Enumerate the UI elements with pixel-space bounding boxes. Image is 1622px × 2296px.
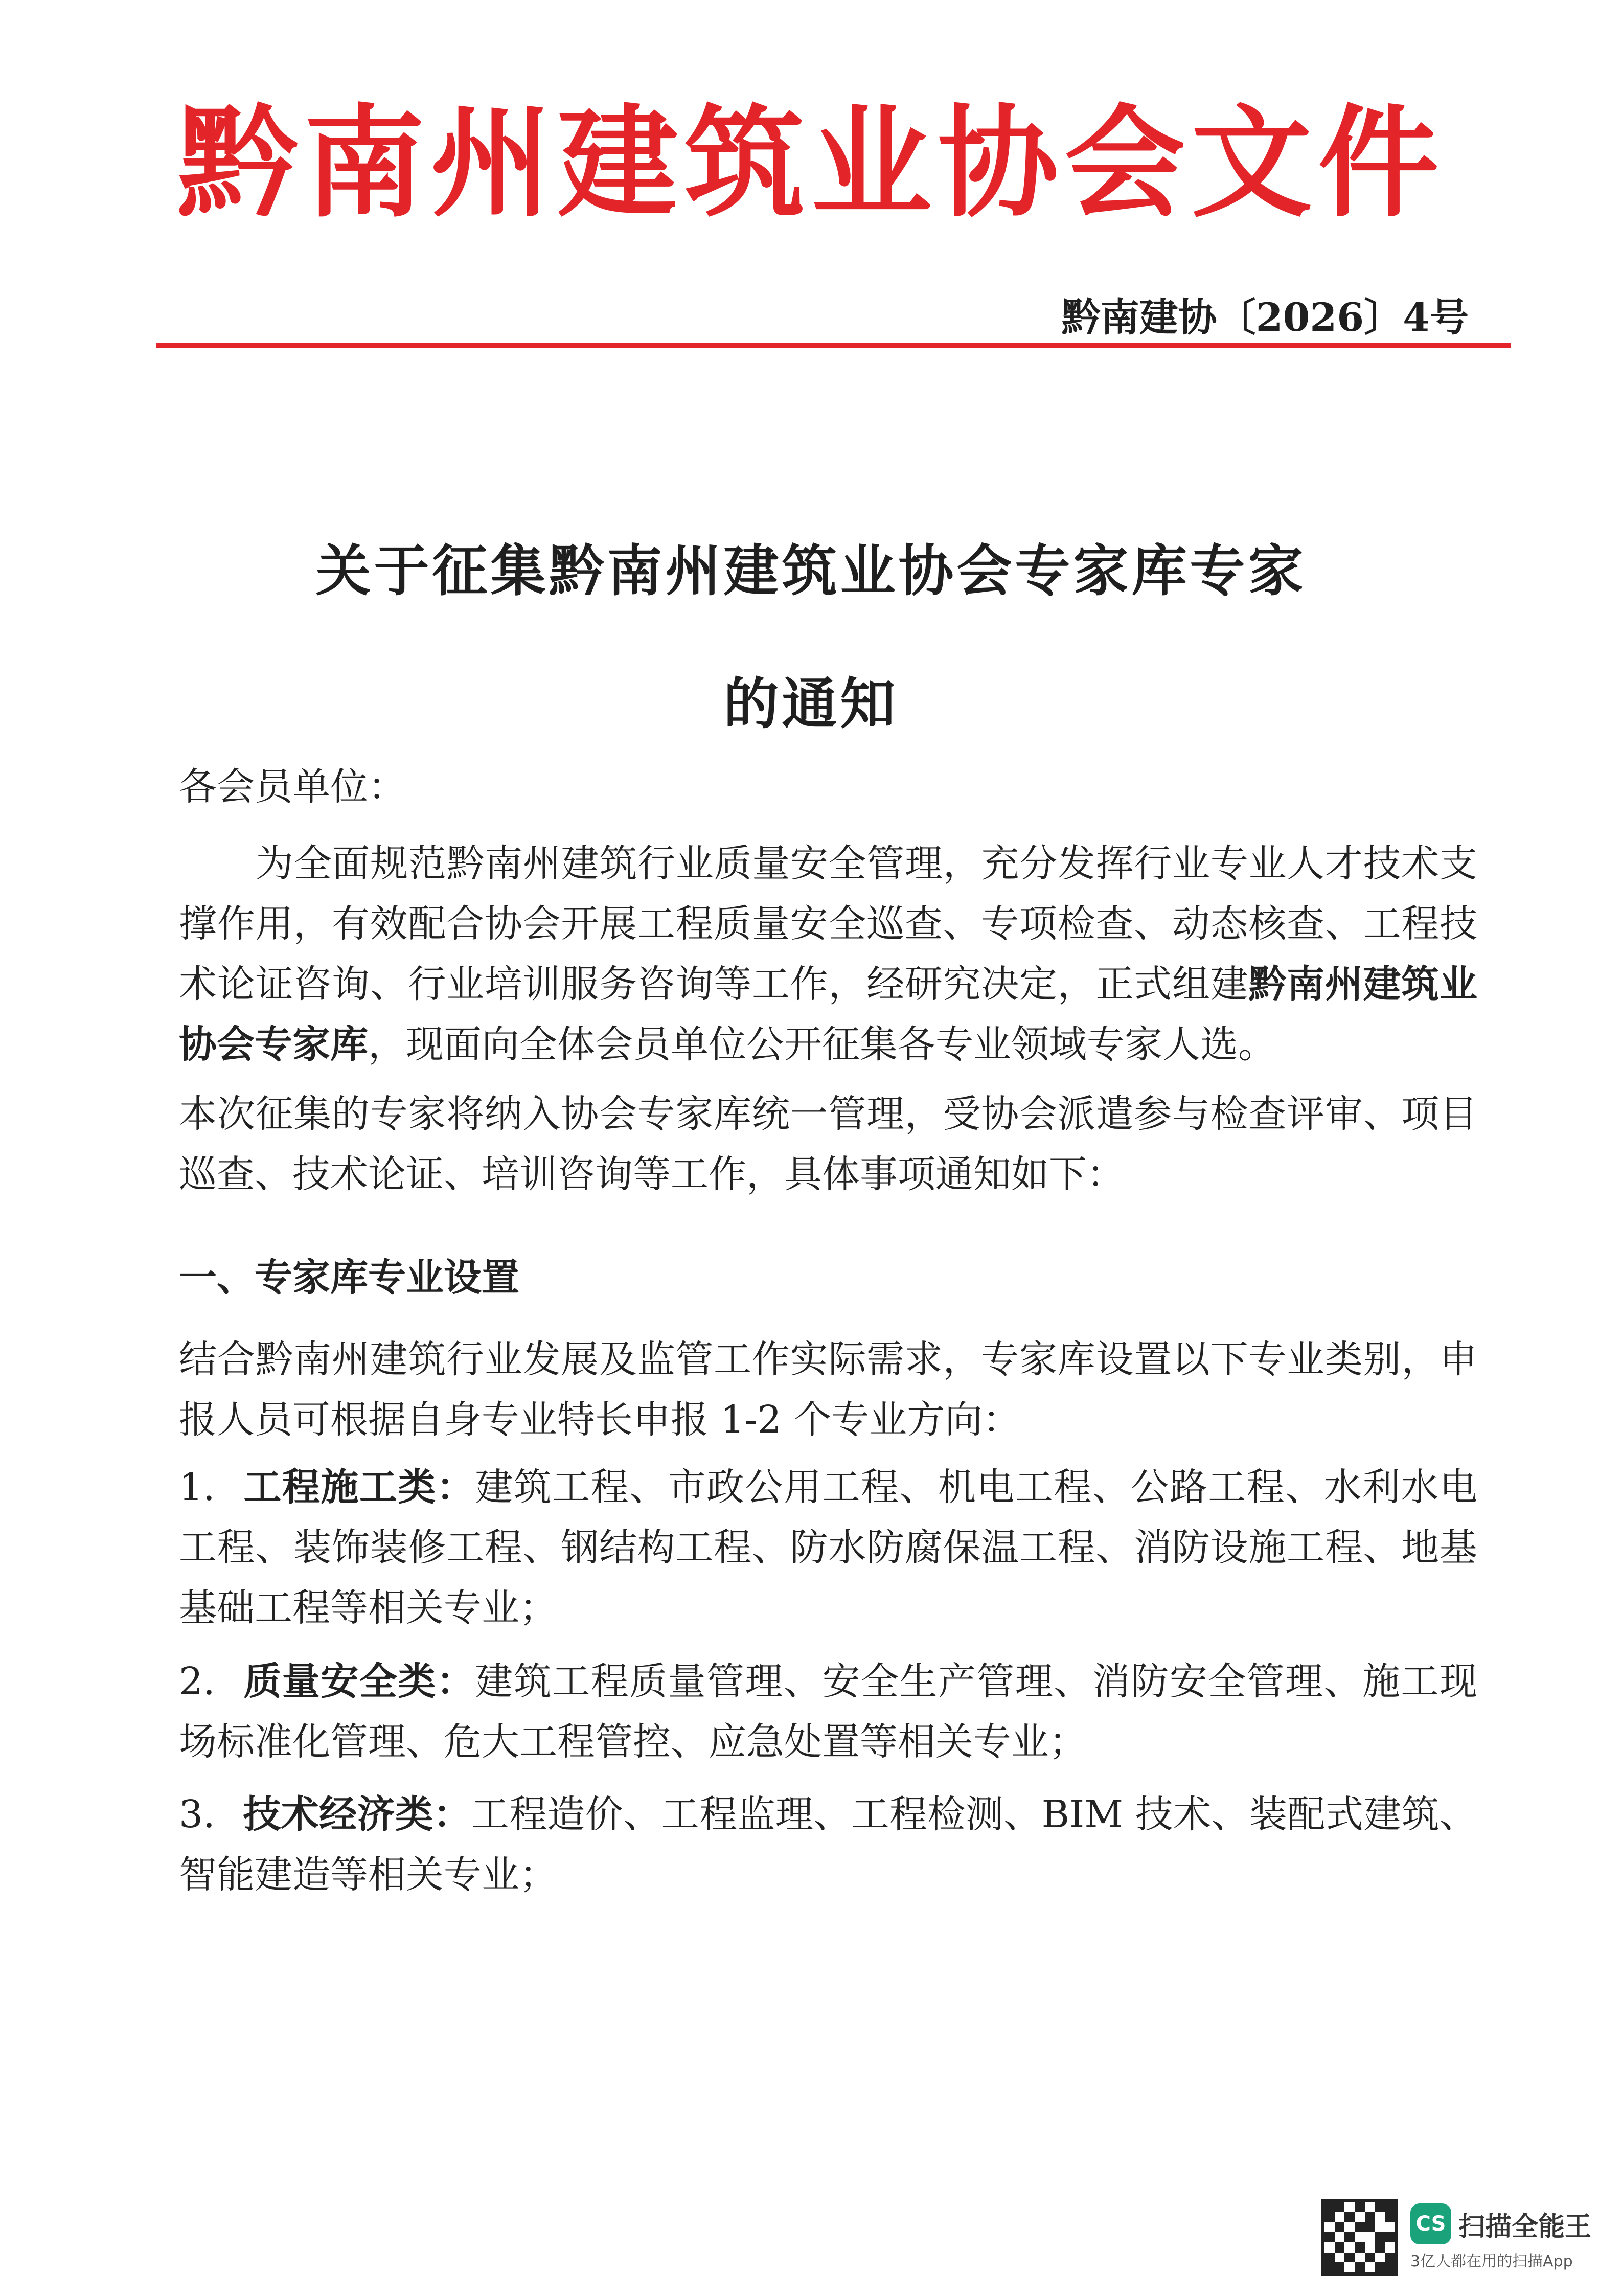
- qr-code-icon: [1321, 2199, 1398, 2276]
- list-item-number: 3.: [179, 1792, 215, 1836]
- scanner-watermark: [1321, 2199, 1591, 2276]
- camscanner-icon: CS: [1410, 2203, 1451, 2244]
- list-item-label: 技术经济类：: [243, 1792, 471, 1836]
- list-item: [179, 1651, 1477, 1772]
- list-item-text: 建筑工程、市政公用工程、机电工程、公路工程、水利水电工程、装饰装修工程、钢结构工程、防水防腐保温工程、消防设施工程、地基基础工程等相关专业；: [179, 1465, 1477, 1630]
- paragraph-scope: 本次征集的专家将纳入协会专家库统一管理，受协会派遣参与检查评审、项目巡查、技术论证、培训咨询等工作，具体事项通知如下：: [179, 1092, 1477, 1196]
- scanner-brand-name: 扫描全能王: [1458, 2211, 1591, 2242]
- section-intro: 结合黔南州建筑行业发展及监管工作实际需求，专家库设置以下专业类别，申报人员可根据自身专业特长申报 1-2 个专业方向：: [179, 1337, 1477, 1442]
- list-item: [179, 1457, 1477, 1638]
- notice-title-line2: 的通知: [723, 672, 899, 736]
- paragraph-intro-text-a: 为全面规范黔南州建筑行业质量安全管理，充分发挥行业专业人才技术支撑作用，有效配合协会开展工程质量安全巡查、专项检查、动态核查、工程技术论证咨询、行业培训服务咨询等工作，经研究决定，正式组建: [179, 842, 1477, 1006]
- scanner-tagline: 3亿人都在用的扫描App: [1410, 2253, 1573, 2270]
- section-heading: 一、专家库专业设置: [179, 1256, 519, 1300]
- salutation: 各会员单位：: [179, 765, 406, 809]
- list-item-label: 工程施工类：: [243, 1465, 475, 1509]
- letterhead-title: 黔南州建筑业协会文件: [177, 92, 1445, 234]
- list-item-number: 1.: [179, 1465, 215, 1509]
- paragraph-intro-emphasis: 黔南州建筑业协会专家库: [179, 962, 1478, 1066]
- list-item-label: 质量安全类：: [243, 1660, 475, 1703]
- notice-title-line1: 关于征集黔南州建筑业协会专家库专家: [315, 539, 1307, 603]
- paragraph-intro: [179, 833, 1477, 1075]
- list-item-text: 工程造价、工程监理、工程检测、BIM 技术、装配式建筑、智能建造等相关专业；: [179, 1792, 1477, 1897]
- list-item-number: 2.: [179, 1660, 215, 1703]
- list-item-text: 建筑工程质量管理、安全生产管理、消防安全管理、施工现场标准化管理、危大工程管控、应急处置等相关专业；: [179, 1660, 1477, 1764]
- list-item: [179, 1784, 1477, 1905]
- scanner-brand: [1410, 2203, 1591, 2271]
- letterhead-divider: [156, 343, 1511, 348]
- document-number: 黔南建协〔2026〕4号: [1061, 294, 1469, 340]
- scanner-brand-row: [1410, 2203, 1591, 2244]
- paragraph-intro-text-b: ，现面向全体会员单位公开征集各专业领域专家人选。: [368, 1022, 1276, 1066]
